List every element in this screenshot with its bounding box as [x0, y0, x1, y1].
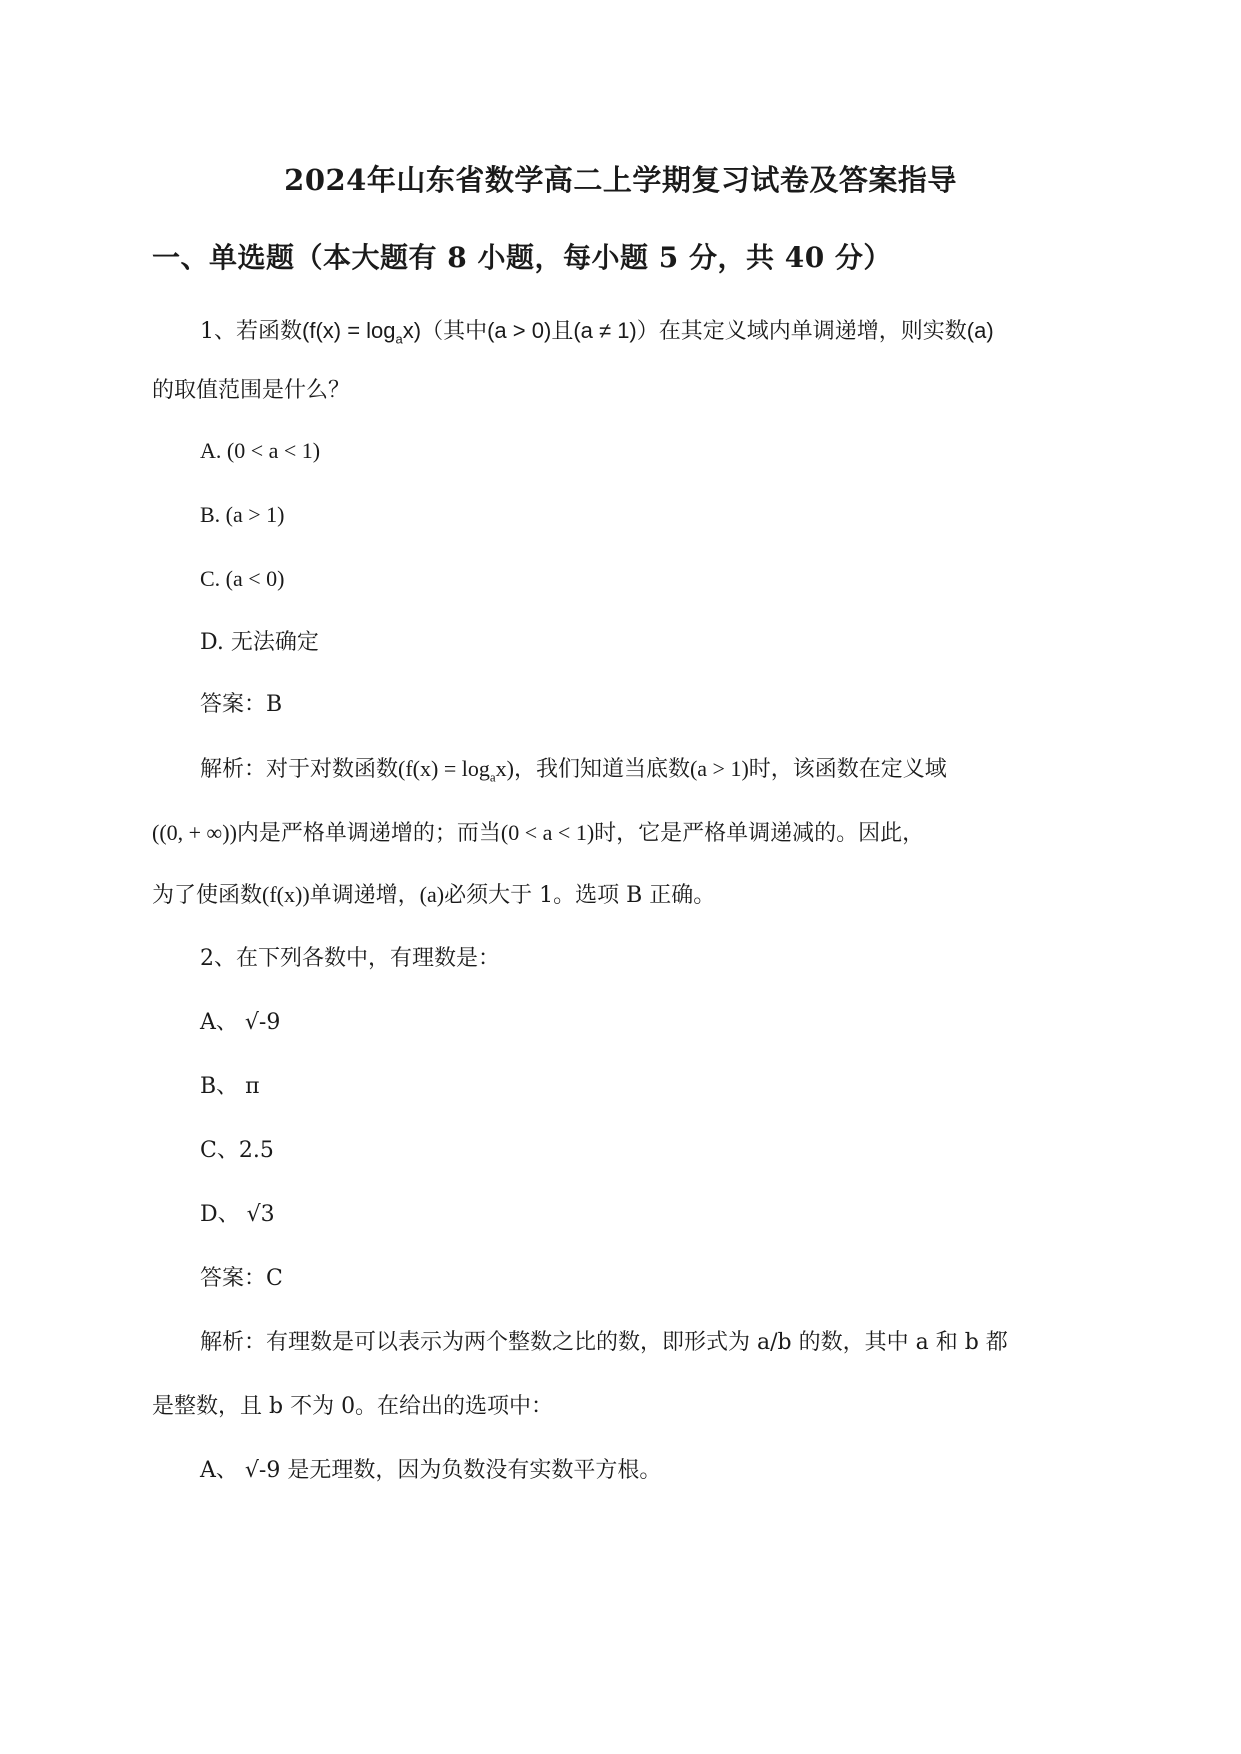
q2-analysis-line1: 解析：有理数是可以表示为两个整数之比的数，即形式为 a/b 的数，其中 a 和 b 都	[200, 1330, 1008, 1355]
q2-stem: 2、在下列各数中，有理数是：	[200, 946, 500, 971]
q1-analysis-line3: 为了使函数(f(x))单调递增，(a)必须大于 1。选项 B 正确。	[152, 882, 716, 908]
q1-condition-a-positive: (a > 0)	[487, 318, 552, 343]
q1-stem-line2: 的取值范围是什么？	[152, 378, 351, 403]
q2-analysis-line3: A、 √-9 是无理数，因为负数没有实数平方根。	[200, 1458, 662, 1483]
q1-variable-a: (a)	[966, 318, 994, 343]
q1-stem-line1: 1、若函数$(f(x) = \log_ax)$（其中(a > 0)且(a ≠ 1)）在其定义域内单调递增，则实数(a)	[200, 318, 994, 347]
q1-stem-text: 1、若函数	[200, 319, 302, 344]
q1-option-d: D. 无法确定	[200, 630, 319, 655]
q2-option-b: B、 π	[200, 1074, 260, 1099]
q1-answer: 答案：B	[200, 692, 283, 717]
q1-option-c: C. (a < 0)	[200, 566, 285, 591]
q1-function: $(f(x) = \log_ax)$	[302, 318, 422, 347]
q1-condition-a-not-one: (a ≠ 1)	[573, 318, 637, 343]
q2-analysis-line2: 是整数，且 b 不为 0。在给出的选项中：	[152, 1394, 554, 1419]
q2-option-d: D、 √3	[200, 1202, 275, 1227]
section-heading: 一、单选题（本大题有 8 小题，每小题 5 分，共 40 分）	[152, 241, 892, 274]
q1-option-b: B. (a > 1)	[200, 502, 285, 527]
q2-option-c: C、2.5	[200, 1138, 274, 1163]
q1-analysis-domain: ((0, + ∞))	[152, 820, 237, 845]
q1-option-a: A. (0 < a < 1)	[200, 438, 321, 463]
q2-option-a: A、 √-9	[200, 1010, 281, 1035]
q1-analysis-line1: 解析：对于对数函数$(f(x) = \log_ax)$，我们知道当底数(a > 1)时，该函数在定义域	[200, 756, 947, 785]
q1-analysis-line2: ((0, + ∞))内是严格单调递增的；而当(0 < a < 1)时，它是严格单调递减的。因此，	[152, 820, 925, 846]
q1-analysis-function: $(f(x) = \log_ax)$	[398, 756, 514, 785]
q2-answer: 答案：C	[200, 1266, 283, 1291]
document-title: 2024年山东省数学高二上学期复习试卷及答案指导	[284, 163, 957, 197]
